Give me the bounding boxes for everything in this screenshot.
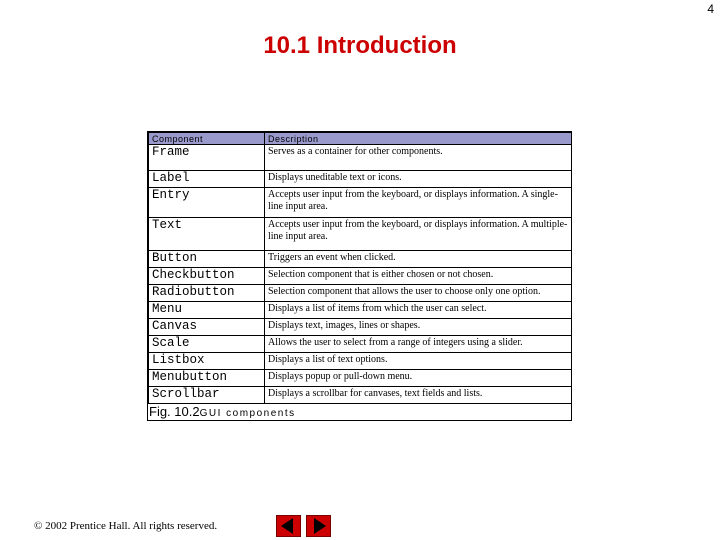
component-cell: Canvas <box>149 319 265 336</box>
slide-title: 10.1 Introduction <box>263 32 457 59</box>
description-cell: Displays a list of text options. <box>265 353 572 370</box>
component-cell: Listbox <box>149 353 265 370</box>
component-cell: Frame <box>149 145 265 171</box>
figure-caption <box>149 404 296 419</box>
column-header-description: Description <box>265 133 572 145</box>
table-row <box>149 218 572 251</box>
description-cell: Selection component that allows the user to choose only one option. <box>265 285 572 302</box>
table-row <box>149 171 572 188</box>
copyright-footer: © 2002 Prentice Hall. All rights reserved. <box>34 520 218 532</box>
description-cell: Triggers an event when clicked. <box>265 251 572 268</box>
component-cell: Radiobutton <box>149 285 265 302</box>
component-cell: Entry <box>149 188 265 218</box>
component-cell: Scrollbar <box>149 387 265 404</box>
description-cell: Displays a list of items from which the user can select. <box>265 302 572 319</box>
description-cell: Displays popup or pull-down menu. <box>265 370 572 387</box>
component-cell: Checkbutton <box>149 268 265 285</box>
component-cell: Button <box>149 251 265 268</box>
next-slide-button[interactable] <box>306 515 331 537</box>
description-cell: Accepts user input from the keyboard, or displays information. A multiple-line input area. <box>265 218 572 251</box>
table-row <box>149 353 572 370</box>
gui-components-table-frame <box>147 131 572 421</box>
table-row <box>149 145 572 171</box>
table-row <box>149 268 572 285</box>
column-header-component: Component <box>149 133 265 145</box>
previous-slide-button[interactable] <box>276 515 301 537</box>
table-row <box>149 188 572 218</box>
table-row <box>149 336 572 353</box>
description-cell: Displays uneditable text or icons. <box>265 171 572 188</box>
table-row <box>149 285 572 302</box>
description-cell: Serves as a container for other components. <box>265 145 572 171</box>
component-cell: Menu <box>149 302 265 319</box>
table-row <box>149 302 572 319</box>
arrow-left-icon <box>277 516 300 536</box>
gui-components-table <box>148 132 572 404</box>
component-cell: Scale <box>149 336 265 353</box>
component-cell: Menubutton <box>149 370 265 387</box>
figure-caption-text: GUI components <box>199 408 296 419</box>
table-row <box>149 319 572 336</box>
description-cell: Displays text, images, lines or shapes. <box>265 319 572 336</box>
description-cell: Accepts user input from the keyboard, or displays information. A single-line input area. <box>265 188 572 218</box>
component-cell: Label <box>149 171 265 188</box>
description-cell: Selection component that is either chosen or not chosen. <box>265 268 572 285</box>
table-row <box>149 370 572 387</box>
table-row <box>149 251 572 268</box>
table-header-row <box>149 133 572 145</box>
arrow-right-icon <box>307 516 330 536</box>
component-cell: Text <box>149 218 265 251</box>
table-row <box>149 387 572 404</box>
page-number: 4 <box>707 2 714 16</box>
figure-label: Fig. 10.2 <box>149 404 200 419</box>
description-cell: Allows the user to select from a range of integers using a slider. <box>265 336 572 353</box>
description-cell: Displays a scrollbar for canvases, text fields and lists. <box>265 387 572 404</box>
